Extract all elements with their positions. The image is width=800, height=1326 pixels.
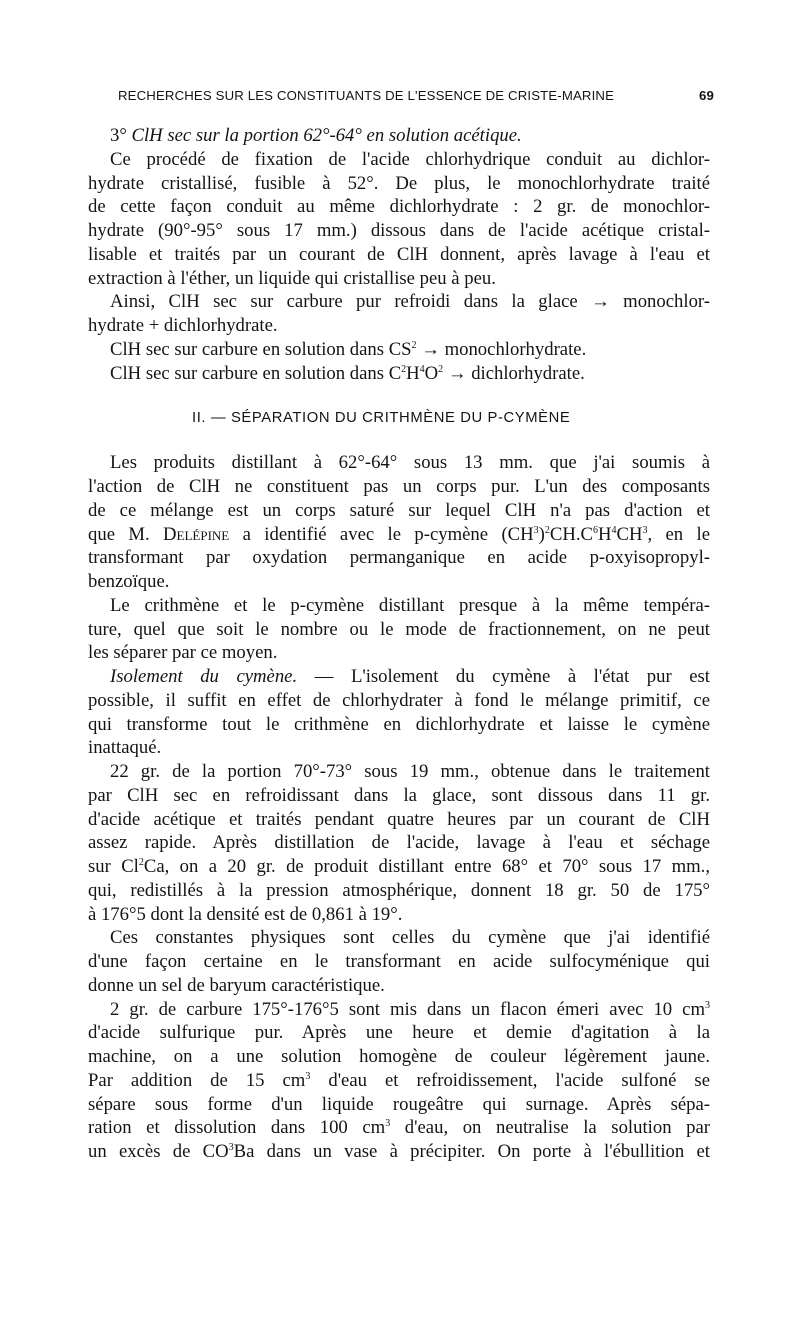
running-title: RECHERCHES SUR LES CONSTITUANTS DE L'ESSENCE DE CRISTE-MARINE: [118, 88, 615, 103]
text-line: donne un sel de baryum caractéristique.: [88, 974, 385, 996]
text-line: que M. Delépine a identifié avec le p-cymène $(CH^3)^2CH.C^6H^4CH^3$, en le: [88, 523, 710, 545]
text-line: Le crithmène et le p-cymène distillant presque à la même tempéra-: [110, 594, 710, 616]
page-number: 69: [699, 88, 714, 103]
section-heading: II. — SÉPARATION DU CRITHMÈNE DU P-CYMÈNE: [192, 410, 571, 427]
text-line: Ainsi, ClH sec sur carbure pur refroidi dans la glace → monochlor-: [110, 291, 710, 313]
subsection-number: 3°: [110, 125, 127, 146]
text-line: sépare sous forme d'un liquide rougeâtre qui surnage. Après sépa-: [88, 1093, 710, 1115]
text-line: qui, redistillés à la pression atmosphérique, donnent 18 gr. 50 de 175°: [88, 879, 710, 901]
text-line: hydrate (90°-95° sous 17 mm.) dissous dans de l'acide acétique cristal-: [88, 220, 710, 241]
text-line: qui transforme tout le crithmène en dichlorhydrate et laisse le cymène: [88, 713, 710, 735]
text-line: ration et dissolution dans 100 $cm^3$ d'eau, on neutralise la solution par: [88, 1117, 710, 1139]
text-line: 2 gr. de carbure 175°-176°5 sont mis dans un flacon émeri avec 10 $cm^3$: [110, 998, 710, 1020]
text-line: ture, quel que soit le nombre ou le mode de fractionnement, on ne peut: [88, 618, 710, 640]
text-line: machine, on a une solution homogène de couleur légèrement jaune.: [88, 1046, 710, 1067]
text-line: les séparer par ce moyen.: [88, 642, 278, 664]
text-line: Isolement du cymène. — L'isolement du cymène à l'état pur est: [110, 666, 710, 687]
text-line: hydrate + dichlorhydrate.: [88, 315, 278, 336]
text-line: transformant par oxydation permanganique en acide p-oxyisopropyl-: [88, 547, 710, 569]
text-line: benzoïque.: [88, 571, 170, 592]
text-line: d'acide sulfurique pur. Après une heure et demie d'agitation à la: [88, 1022, 710, 1044]
text-line: à 176°5 dont la densité est de 0,861 à 19°.: [88, 903, 403, 925]
reaction-line-cs2: ClH sec sur carbure en solution dans $CS^2$ → monochlorhydrate.: [110, 338, 587, 360]
text-line: extraction à l'éther, un liquide qui cristallise peu à peu.: [88, 267, 496, 289]
text-line: de cette façon conduit au même dichlorhydrate : 2 gr. de monochlor-: [88, 196, 710, 218]
text-line: assez rapide. Après distillation de l'acide, lavage à l'eau et séchage: [88, 832, 710, 854]
subsection-heading: [88, 124, 710, 148]
paragraph-lead: Isolement du cymène.: [110, 666, 298, 687]
text-line: d'acide acétique et traités pendant quatre heures par un courant de ClH: [88, 808, 710, 830]
text-line: lisable et traités par un courant de ClH donnent, après lavage à l'eau et: [88, 243, 710, 265]
text-line: possible, il suffit en effet de chlorhydrater à fond le mélange primitif, ce: [88, 689, 710, 711]
text-line: un excès de $CO^3Ba$ dans un vase à précipiter. On porte à l'ébullition et: [88, 1141, 710, 1162]
text-line: l'action de ClH ne constituent pas un corps pur. L'un des composants: [88, 476, 710, 497]
text-line: 22 gr. de la portion 70°-73° sous 19 mm., obtenue dans le traitement: [110, 761, 710, 782]
text-line: hydrate cristallisé, fusible à 52°. De plus, le monochlorhydrate traité: [88, 172, 710, 194]
text-line: Ces constantes physiques sont celles du cymène que j'ai identifié: [110, 927, 710, 949]
text-line: de ce mélange est un corps saturé sur lequel ClH n'a pas d'action et: [88, 499, 710, 521]
running-header: [118, 88, 714, 110]
reaction-line-acetic: ClH sec sur carbure en solution dans $C^2H^4O^2$ → dichlorhydrate.: [110, 362, 585, 384]
text-line: inattaqué.: [88, 737, 162, 759]
text-line: sur Cl$^2$Ca, on a 20 gr. de produit distillant entre 68° et 70° sous 17 mm.,: [88, 856, 710, 877]
text-line: Ce procédé de fixation de l'acide chlorhydrique conduit au dichlor-: [110, 148, 710, 170]
text-line: Les produits distillant à 62°-64° sous 13 mm. que j'ai soumis à: [110, 452, 710, 474]
text-line: d'une façon certaine en le transformant en acide sulfocyménique qui: [88, 951, 710, 972]
subsection-title: ClH sec sur la portion 62°-64° en solution acétique.: [131, 125, 522, 146]
text-line: Par addition de 15 $cm^3$ d'eau et refroidissement, l'acide sulfoné se: [88, 1069, 710, 1091]
text-line: par ClH sec en refroidissant dans la glace, sont dissous dans 11 gr.: [88, 784, 710, 806]
body-text: [88, 124, 710, 1164]
author-name: Delépine: [163, 523, 230, 545]
